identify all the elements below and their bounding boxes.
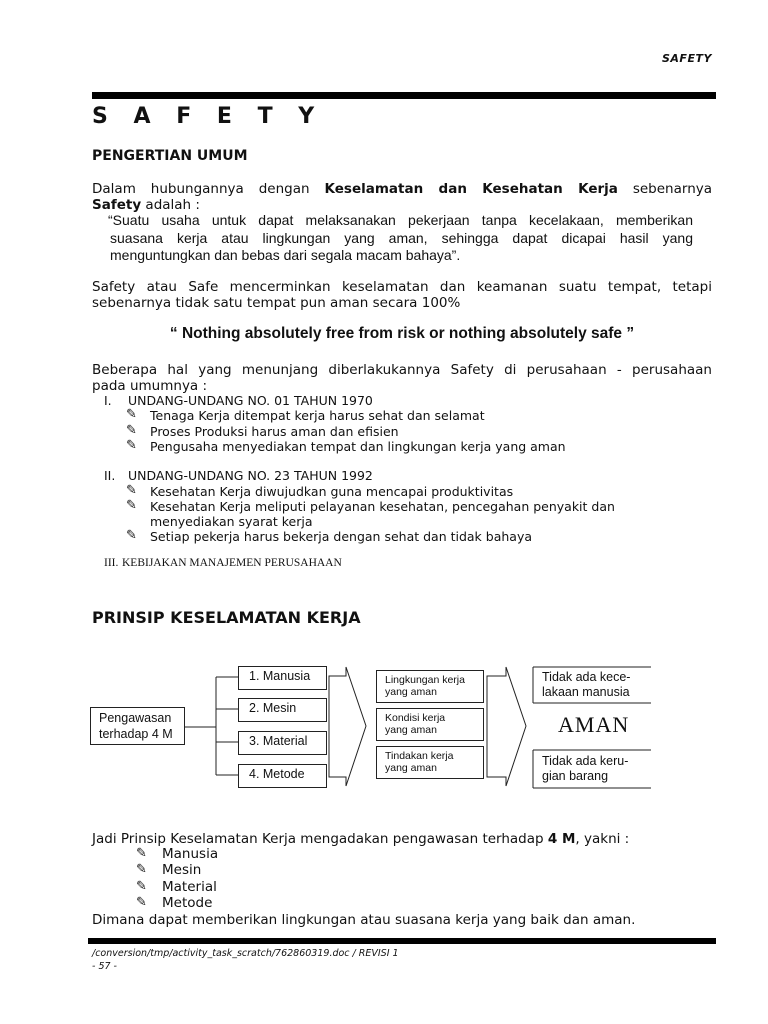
pointing-hand-icon: ✎ — [126, 528, 137, 543]
quote-line-2: suasana kerja atau lingkungan yang aman, sehingga dapat dicapai hasil yang — [110, 230, 693, 246]
list3-title: KEBIJAKAN MANAJEMEN PERUSAHAAN — [122, 557, 342, 569]
m-list-item: Mesin — [162, 862, 202, 878]
pointing-hand-icon: ✎ — [136, 846, 147, 861]
result-top-line: lakaan manusia — [542, 685, 630, 699]
intro2-bold: Safety — [92, 197, 142, 213]
nothing-absolute-quote: “ Nothing absolutely free from risk or nothing absolutely safe ” — [169, 325, 635, 342]
jadi-bold: 4 M — [547, 831, 576, 847]
m-box-material: 3. Material — [238, 731, 327, 755]
result-top — [542, 670, 630, 700]
m-box-metode: 4. Metode — [238, 764, 327, 788]
list2-item-cont: menyediakan syarat kerja — [150, 514, 313, 529]
list2-title: UNDANG-UNDANG NO. 23 TAHUN 1992 — [128, 468, 373, 483]
jadi-text-a: Jadi Prinsip Keselamatan Kerja mengadakan pengawasan terhadap — [92, 831, 548, 847]
list1-item: Tenaga Kerja ditempat kerja harus sehat dan selamat — [150, 408, 485, 423]
list2-numeral: II. — [104, 468, 116, 483]
list1-title: UNDANG-UNDANG NO. 01 TAHUN 1970 — [128, 393, 373, 408]
closing-line: Dimana dapat memberikan lingkungan atau suasana kerja yang baik dan aman. — [92, 912, 636, 928]
intro-text-a: Dalam hubungannya dengan — [92, 181, 325, 197]
m-box-mesin: 2. Mesin — [238, 698, 327, 722]
source-box — [90, 707, 185, 745]
kondisi-box — [376, 708, 484, 741]
result-top-line: Tidak ada kece- — [542, 670, 631, 684]
list1-item: Pengusaha menyediakan tempat dan lingkungan kerja yang aman — [150, 439, 566, 454]
list2-item: Kesehatan Kerja diwujudkan guna mencapai produktivitas — [150, 484, 514, 499]
intro-bold: Keselamatan dan Kesehatan Kerja — [324, 181, 618, 197]
pointing-hand-icon: ✎ — [136, 862, 147, 877]
source-line: terhadap 4 M — [99, 727, 173, 741]
result-bottom — [542, 754, 628, 784]
footer-page-number: - 57 - — [92, 961, 117, 972]
section-heading-prinsip: PRINSIP KESELAMATAN KERJA — [92, 608, 361, 627]
quote-line-1: “Suatu usaha untuk dapat melaksanakan pekerjaan tanpa kecelakaan, memberikan — [108, 212, 693, 228]
safe-para-line-1: Safety atau Safe mencerminkan keselamatan dan keamanan suatu tempat, tetapi — [92, 279, 712, 295]
safe-para-line-2: sebenarnya tidak satu tempat pun aman secara 100% — [92, 295, 461, 311]
pointing-hand-icon: ✎ — [126, 483, 137, 498]
jadi-line — [92, 831, 629, 847]
result-aman: AMAN — [558, 712, 630, 737]
result-bottom-line: gian barang — [542, 769, 609, 783]
list2-item: Kesehatan Kerja meliputi pelayanan kesehatan, pencegahan penyakit dan — [150, 499, 615, 514]
quote-line-3: menguntungkan dan bebas dari segala macam bahaya”. — [110, 247, 461, 263]
source-line: Pengawasan — [99, 711, 172, 725]
intro-text-b: sebenarnya — [617, 181, 713, 197]
pointing-hand-icon: ✎ — [126, 423, 137, 438]
kondisi-line: yang aman — [385, 724, 437, 736]
pointing-hand-icon: ✎ — [136, 879, 147, 894]
beberapa-line-1: Beberapa hal yang menunjang diberlakukannya Safety di perusahaan - perusahaan — [92, 362, 712, 378]
kondisi-line: yang aman — [385, 762, 437, 774]
pointing-hand-icon: ✎ — [136, 895, 147, 910]
list3-numeral: III. — [104, 557, 119, 569]
jadi-text-b: , yakni : — [575, 831, 630, 847]
pointing-hand-icon: ✎ — [126, 407, 137, 422]
page-title: S A F E T Y — [92, 104, 324, 129]
m-list-item: Manusia — [162, 846, 219, 862]
intro2-rest: adalah : — [141, 197, 200, 213]
section-heading-pengertian: PENGERTIAN UMUM — [92, 148, 248, 164]
pointing-hand-icon: ✎ — [126, 438, 137, 453]
list1-numeral: I. — [104, 393, 112, 408]
kondisi-line: Lingkungan kerja — [385, 674, 465, 686]
kondisi-line: yang aman — [385, 686, 437, 698]
flow-arrow-icon — [329, 667, 366, 786]
m-list-item: Material — [162, 879, 217, 895]
pointing-hand-icon: ✎ — [126, 498, 137, 513]
m-list-item: Metode — [162, 895, 213, 911]
footer-rule — [88, 938, 716, 944]
list2-item: Setiap pekerja harus bekerja dengan sehat dan tidak bahaya — [150, 529, 533, 544]
kondisi-line: Tindakan kerja — [385, 750, 454, 762]
running-header: SAFETY — [662, 52, 712, 65]
beberapa-line-2: pada umumnya : — [92, 378, 208, 394]
kondisi-box — [376, 670, 484, 703]
flow-arrow-icon — [487, 667, 526, 786]
kondisi-box — [376, 746, 484, 779]
result-bottom-line: Tidak ada keru- — [542, 754, 629, 768]
m-box-manusia: 1. Manusia — [238, 666, 327, 690]
footer-path: /conversion/tmp/activity_task_scratch/762860319.doc / REVISI 1 — [92, 948, 399, 959]
list1-item: Proses Produksi harus aman dan efisien — [150, 424, 399, 439]
kondisi-line: Kondisi kerja — [385, 712, 446, 724]
